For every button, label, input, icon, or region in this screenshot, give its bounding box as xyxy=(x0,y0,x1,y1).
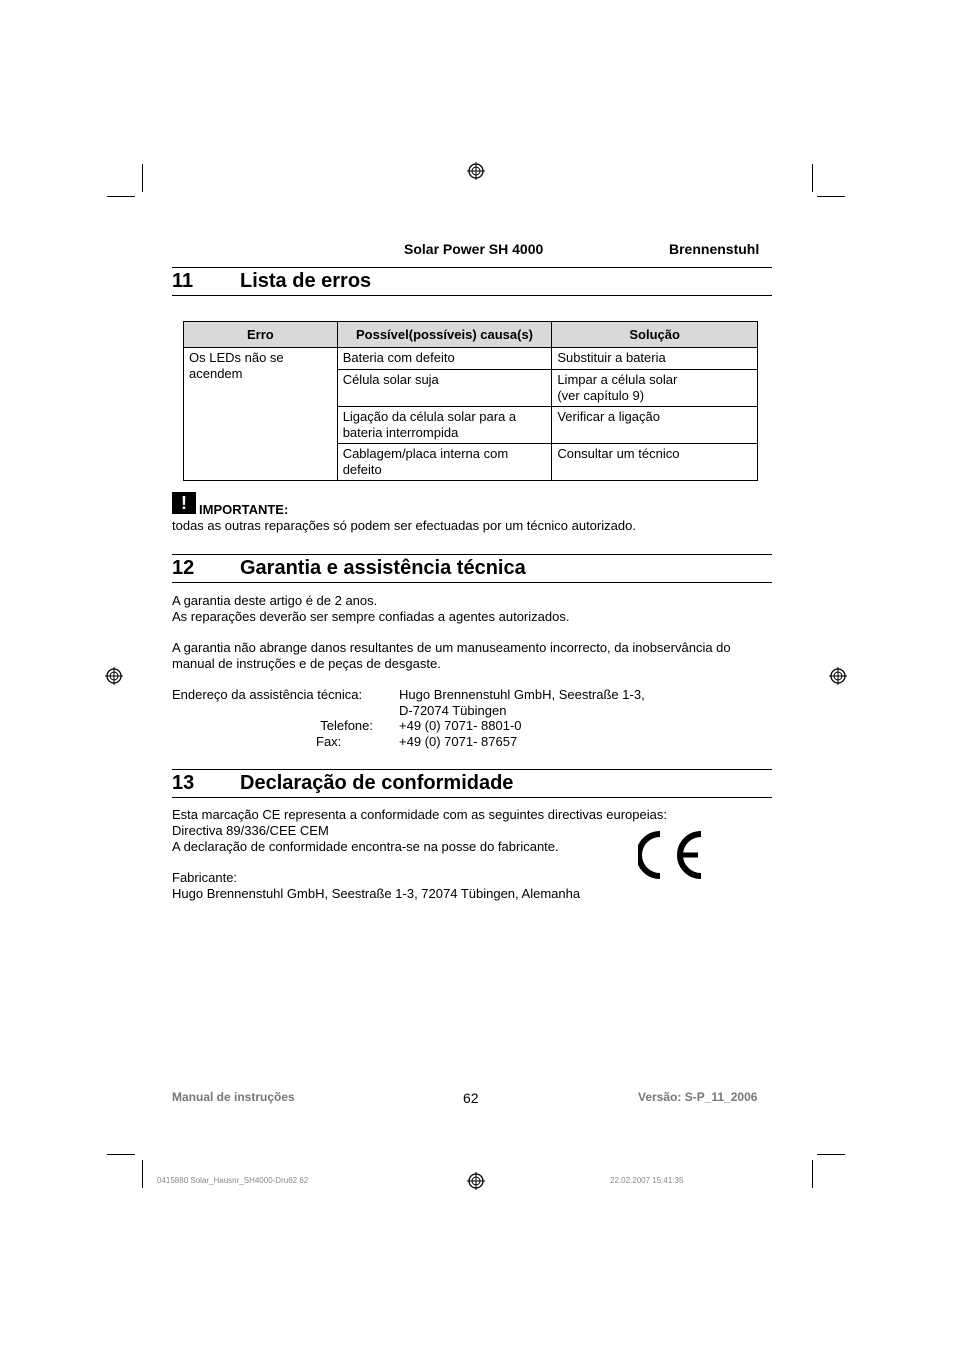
registration-mark-icon xyxy=(829,667,847,685)
footer-version: Versão: S-P_11_2006 xyxy=(638,1090,758,1104)
solution-cell: Limpar a célula solar (ver capítulo 9) xyxy=(552,370,758,407)
warranty-exclusions-line2: manual de instruções e de peças de desgaste. xyxy=(172,656,441,671)
crop-mark xyxy=(812,164,813,192)
crop-mark xyxy=(142,164,143,192)
solution-cell: Substituir a bateria xyxy=(552,348,758,370)
declaration-text: A declaração de conformidade encontra-se na posse do fabricante. xyxy=(172,839,559,854)
section-title: Garantia e assistência técnica xyxy=(240,557,526,579)
directive: Directiva 89/336/CEE CEM xyxy=(172,823,329,838)
crop-mark xyxy=(107,196,135,197)
header-brand: Brennenstuhl xyxy=(669,241,760,257)
cause-cell: Bateria com defeito xyxy=(337,348,552,370)
service-address-line1: Hugo Brennenstuhl GmbH, Seestraße 1-3, xyxy=(399,687,645,702)
ce-statement: Esta marcação CE representa a conformidade com as seguintes directivas europeias: xyxy=(172,807,667,822)
registration-mark-icon xyxy=(105,667,123,685)
service-address-line2: D-72074 Tübingen xyxy=(399,703,507,718)
section-11-heading xyxy=(172,267,772,296)
column-header: Solução xyxy=(552,322,758,348)
crop-mark xyxy=(107,1154,135,1155)
warranty-period: A garantia deste artigo é de 2 anos. xyxy=(172,593,378,608)
fax-label: Fax: xyxy=(316,734,342,749)
registration-mark-icon xyxy=(467,162,485,180)
warranty-exclusions-line1: A garantia não abrange danos resultantes de um manuseamento incorrecto, da inobservância do xyxy=(172,640,731,655)
important-label: IMPORTANTE: xyxy=(199,502,289,517)
footer-manual: Manual de instruções xyxy=(172,1090,295,1104)
section-title: Lista de erros xyxy=(240,270,372,292)
phone-label: Telefone: xyxy=(320,718,373,733)
column-header: Erro xyxy=(184,322,338,348)
section-title: Declaração de conformidade xyxy=(240,772,514,794)
cause-cell: Ligação da célula solar para a bateria interrompida xyxy=(337,407,552,444)
print-file-info: 0415880 Solar_Hausnr_SH4000-Dru62 62 xyxy=(157,1176,309,1185)
header-product: Solar Power SH 4000 xyxy=(404,241,544,257)
section-13-heading xyxy=(172,769,772,798)
page-number: 62 xyxy=(463,1090,479,1106)
service-address-label: Endereço da assistência técnica: xyxy=(172,687,363,702)
solution-cell: Verificar a ligação xyxy=(552,407,758,444)
error-cell: Os LEDs não se acendem xyxy=(184,348,338,481)
crop-mark xyxy=(142,1160,143,1188)
cause-cell: Cablagem/placa interna com defeito xyxy=(337,444,552,481)
section-number: 13 xyxy=(172,772,195,794)
registration-mark-icon xyxy=(467,1172,485,1190)
important-text: todas as outras reparações só podem ser efectuadas por um técnico autorizado. xyxy=(172,518,636,533)
crop-mark xyxy=(817,196,845,197)
print-timestamp: 22.02.2007 15:41:35 xyxy=(610,1176,684,1185)
section-number: 11 xyxy=(172,270,194,292)
section-12-heading xyxy=(172,554,772,583)
manufacturer-label: Fabricante: xyxy=(172,870,238,885)
warning-icon: ! xyxy=(172,492,196,514)
table-row xyxy=(184,348,758,370)
crop-mark xyxy=(817,1154,845,1155)
error-table xyxy=(183,321,758,481)
phone-value: +49 (0) 7071- 8801-0 xyxy=(399,718,522,733)
column-header: Possível(possíveis) causa(s) xyxy=(337,322,552,348)
section-number: 12 xyxy=(172,557,195,579)
cause-cell: Célula solar suja xyxy=(337,370,552,407)
fax-value: +49 (0) 7071- 87657 xyxy=(399,734,518,749)
repairs-text: As reparações deverão ser sempre confiadas a agentes autorizados. xyxy=(172,609,570,624)
ce-mark-icon xyxy=(638,830,706,880)
solution-cell: Consultar um técnico xyxy=(552,444,758,481)
crop-mark xyxy=(812,1160,813,1188)
manufacturer-value: Hugo Brennenstuhl GmbH, Seestraße 1-3, 72074 Tübingen, Alemanha xyxy=(172,886,581,901)
